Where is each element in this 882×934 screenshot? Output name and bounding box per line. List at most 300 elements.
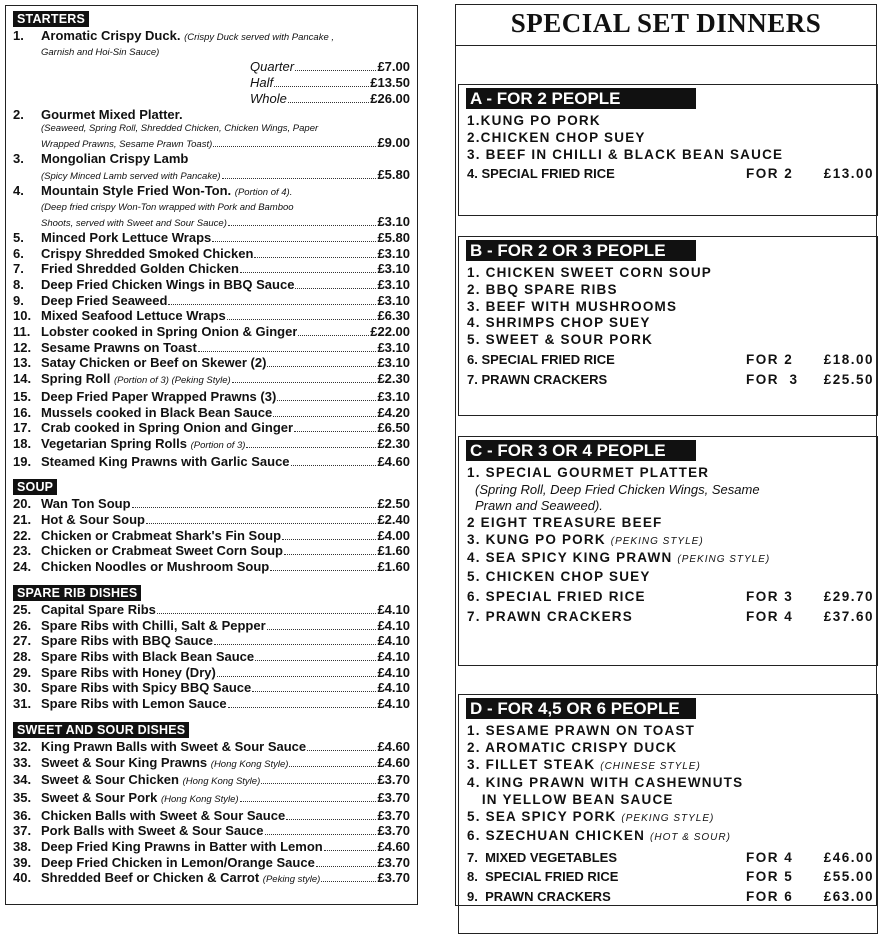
price-row (41, 308, 410, 324)
menu-item (13, 151, 410, 183)
item-number: 1. (13, 28, 24, 43)
course-name-wrap (467, 282, 874, 299)
item-name: Steamed King Prawns with Garlic Sauce (41, 453, 290, 469)
set-course (467, 828, 874, 847)
item-name: Hot & Sour Soup (41, 512, 145, 528)
item-name-wrap (41, 772, 260, 790)
item-name: Deep Fried Seaweed (41, 292, 168, 308)
item-name-wrap (41, 324, 297, 340)
course-name-wrap (467, 130, 874, 147)
item-number: 19. (13, 453, 32, 469)
course-name-wrap (467, 372, 746, 389)
item-body (41, 649, 410, 665)
menu-item (13, 755, 410, 773)
menu-item (13, 543, 410, 559)
set-price: £29.70 (823, 588, 874, 604)
course-number: 2. (467, 739, 481, 755)
course-name: SEA SPICY PORK (480, 808, 617, 824)
leader-dots (282, 539, 376, 540)
set-course (467, 299, 874, 316)
item-number: 28. (13, 648, 32, 664)
item-name: Deep Fried King Prawns in Batter with Lemon (41, 839, 323, 855)
course-style: (HOT & SOUR) (650, 831, 731, 843)
item-number: 30. (13, 680, 32, 696)
menu-section (13, 478, 410, 575)
course-number: 4. (467, 775, 481, 791)
course-name: PRAWN CRACKERS (477, 371, 608, 387)
leader-dots (157, 613, 377, 614)
item-name: Shredded Beef or Chicken & Carrot (41, 870, 260, 886)
menu-item (13, 870, 410, 888)
leader-dots (213, 146, 376, 147)
item-name-wrap (41, 405, 272, 421)
item-name: Deep Fried Paper Wrapped Prawns (3) (41, 388, 277, 404)
course-name-wrap (467, 352, 746, 369)
item-name-wrap (41, 389, 276, 405)
course-name-wrap (467, 113, 874, 130)
item-price: £6.50 (377, 420, 410, 436)
menu-item (13, 790, 410, 808)
course-number: 7. (467, 608, 481, 624)
item-price: £3.10 (377, 339, 410, 355)
course-name-wrap (467, 332, 874, 349)
price-row (41, 528, 410, 544)
course-name: SPECIAL FRIED RICE (477, 869, 619, 885)
item-price: £5.80 (377, 167, 410, 183)
portion-price: £26.00 (370, 90, 410, 106)
leader-dots (227, 319, 377, 320)
course-number: 9. (467, 889, 478, 905)
course-name: CHICKEN CHOP SUEY (480, 569, 651, 585)
leader-dots (255, 660, 376, 661)
item-number: 16. (13, 404, 32, 420)
item-name: Mussels cooked in Black Bean Sauce (41, 404, 273, 420)
leader-dots (307, 750, 376, 751)
set-heading: C - FOR 3 OR 4 PEOPLE (466, 440, 696, 461)
price-row (41, 618, 410, 634)
set-course (467, 532, 874, 551)
item-body (41, 618, 410, 634)
menu-item (13, 389, 410, 405)
item-body (41, 28, 410, 107)
menu-item (13, 855, 410, 871)
leader-dots (146, 523, 376, 524)
set-course (467, 130, 874, 147)
course-name: PRAWN CRACKERS (480, 608, 633, 624)
item-name: Lobster cooked in Spring Onion & Ginger (41, 324, 298, 340)
item-note: (Portion of 4). (234, 187, 293, 199)
item-name: Sweet & Sour King Prawns (41, 754, 208, 770)
portion-wrap (250, 91, 410, 107)
set-dinner-box (458, 694, 878, 934)
item-number: 21. (13, 512, 32, 528)
portion-name: Quarter (250, 58, 295, 74)
item-price: £2.30 (377, 435, 410, 451)
course-name-wrap (467, 166, 746, 183)
item-body (41, 107, 410, 152)
item-price: £3.10 (377, 292, 410, 308)
price-row (41, 277, 410, 293)
course-number: 2. (467, 281, 481, 297)
menu-section (13, 10, 410, 469)
course-style: (PEKING STYLE) (621, 812, 715, 824)
leader-dots (232, 382, 377, 383)
leader-dots (261, 783, 376, 784)
leader-dots (240, 272, 377, 273)
item-price: £4.60 (377, 453, 410, 469)
menu-item (13, 808, 410, 824)
item-number: 32. (13, 738, 32, 754)
set-heading: A - FOR 2 PEOPLE (466, 88, 696, 109)
course-name-wrap (467, 828, 874, 847)
item-name: Capital Spare Ribs (41, 601, 156, 617)
item-price: £3.10 (377, 276, 410, 292)
item-number: 13. (13, 355, 32, 371)
item-name-wrap (41, 454, 290, 470)
item-name-wrap (41, 371, 231, 389)
item-note: (Portion of 3) (190, 439, 246, 451)
menu-item (13, 823, 410, 839)
item-name-wrap (41, 790, 239, 808)
item-name-wrap (41, 665, 216, 681)
item-name: Mountain Style Fried Won-Ton. (41, 183, 232, 199)
item-number: 9. (13, 292, 24, 308)
set-dinner-box (458, 436, 878, 666)
item-name: Crispy Shredded Smoked Chicken (41, 245, 254, 261)
set-course (467, 515, 874, 532)
menu-item (13, 293, 410, 309)
set-course (467, 569, 874, 586)
course-name: PRAWN CRACKERS (477, 889, 611, 905)
item-name: Mongolian Crispy Lamb (41, 151, 189, 167)
set-course (467, 889, 874, 906)
item-name-wrap (41, 839, 323, 855)
course-name-wrap (467, 869, 746, 886)
item-name-wrap (41, 355, 266, 371)
set-course-list (467, 265, 874, 389)
item-number: 23. (13, 543, 32, 559)
item-name-wrap (41, 808, 285, 824)
leader-dots (217, 676, 377, 677)
item-body (41, 870, 410, 888)
set-course (467, 166, 874, 183)
course-name-wrap (467, 723, 874, 740)
section-heading: SWEET AND SOUR DISHES (13, 722, 189, 738)
leader-dots (252, 691, 376, 692)
set-heading: D - FOR 4,5 OR 6 PEOPLE (466, 698, 696, 719)
leader-dots (267, 629, 377, 630)
item-title-row (41, 151, 410, 167)
menu-item (13, 696, 410, 712)
set-course (467, 113, 874, 130)
item-price: £3.70 (377, 807, 410, 823)
item-body (41, 246, 410, 262)
course-style: (PEKING STYLE) (677, 554, 771, 566)
portion-row (41, 91, 410, 107)
course-description: (Spring Roll, Deep Fried Chicken Wings, Sesame (475, 481, 760, 497)
item-price: £2.50 (377, 496, 410, 512)
item-number: 8. (13, 276, 24, 292)
set-course (467, 315, 874, 332)
set-course (467, 792, 874, 809)
item-note: (Hong Kong Style) (182, 776, 261, 788)
price-row (41, 496, 410, 512)
item-body (41, 855, 410, 871)
item-number: 26. (13, 617, 32, 633)
item-price: £4.00 (377, 527, 410, 543)
item-name: Gourmet Mixed Platter. (41, 106, 183, 122)
course-number: 2 (467, 514, 476, 530)
item-number: 22. (13, 527, 32, 543)
price-row (41, 808, 410, 824)
price-row (41, 371, 410, 389)
course-number: 3. (467, 756, 481, 772)
item-name: Crab cooked in Spring Onion and Ginger (41, 420, 294, 436)
menu-item (13, 839, 410, 855)
item-name-wrap (41, 823, 264, 839)
menu-item (13, 618, 410, 634)
portion-wrap (250, 59, 410, 75)
menu-item (13, 649, 410, 665)
item-number: 7. (13, 261, 24, 277)
item-note: (Hong Kong Style) (160, 793, 239, 805)
item-name-wrap (41, 496, 131, 512)
section-heading: STARTERS (13, 11, 89, 27)
course-number: 6. (467, 827, 481, 843)
item-body (41, 293, 410, 309)
price-row (41, 755, 410, 773)
set-course-list (467, 465, 874, 626)
item-description: (Spicy Minced Lamb served with Pancake) (41, 171, 221, 183)
course-name: CHICKEN CHOP SUEY (480, 129, 646, 145)
leader-dots (324, 850, 377, 851)
item-name: Minced Pork Lettuce Wraps (41, 229, 212, 245)
item-price: £3.70 (377, 870, 410, 886)
course-name-wrap (467, 569, 874, 586)
item-name-wrap (41, 420, 293, 436)
item-body (41, 823, 410, 839)
price-row (41, 405, 410, 421)
course-name-wrap (467, 515, 874, 532)
course-number: 1. (467, 465, 481, 480)
course-name: FILLET STEAK (480, 756, 596, 772)
item-description: (Seaweed, Spring Roll, Shredded Chicken, Chicken Wings, Paper (41, 123, 319, 135)
course-number: 2. (467, 129, 481, 145)
menu-item (13, 496, 410, 512)
leader-dots (277, 400, 376, 401)
price-row (41, 512, 410, 528)
course-name: BBQ SPARE RIBS (480, 281, 618, 297)
item-number: 37. (13, 823, 32, 839)
set-course (467, 757, 874, 776)
item-name-wrap (41, 528, 281, 544)
course-number: 8. (467, 869, 478, 885)
leader-dots (214, 644, 377, 645)
set-course (467, 609, 874, 626)
item-body (41, 496, 410, 512)
course-number: 6. (467, 588, 481, 604)
menu-item (13, 230, 410, 246)
item-number: 24. (13, 559, 32, 575)
set-price: £46.00 (823, 849, 874, 865)
course-number: 3. (467, 146, 481, 162)
item-name: Chicken Balls with Sweet & Sour Sauce (41, 807, 286, 823)
course-name: AROMATIC CRISPY DUCK (480, 739, 678, 755)
course-name: SPECIAL FRIED RICE (477, 166, 615, 182)
item-number: 34. (13, 772, 32, 788)
leader-dots (270, 570, 376, 571)
course-name: BEEF IN CHILLI & BLACK BEAN SAUCE (480, 146, 784, 162)
item-body (41, 790, 410, 808)
item-body (41, 389, 410, 405)
item-price: £4.10 (377, 696, 410, 712)
item-number: 6. (13, 245, 24, 261)
course-number: 4. (467, 550, 481, 566)
leader-dots (222, 178, 377, 179)
set-course (467, 775, 874, 792)
set-dinner-box (458, 84, 878, 216)
item-number: 10. (13, 308, 32, 324)
leader-dots (295, 70, 376, 71)
item-note: (Peking style) (262, 874, 321, 886)
item-price: £2.30 (377, 371, 410, 387)
item-price: £2.40 (377, 512, 410, 528)
course-number: 5. (467, 808, 481, 824)
course-name-wrap (467, 850, 746, 867)
item-price: £6.30 (377, 308, 410, 324)
item-body (41, 543, 410, 559)
item-name-wrap (41, 739, 306, 755)
item-number: 35. (13, 789, 32, 805)
item-name-wrap (41, 602, 156, 618)
item-number: 17. (13, 420, 32, 436)
item-body (41, 340, 410, 356)
price-row (41, 543, 410, 559)
price-row (41, 355, 410, 371)
item-name-wrap (41, 559, 269, 575)
course-name: SEA SPICY KING PRAWN (480, 550, 673, 566)
serves-label: FOR 4 (746, 849, 794, 865)
item-name: Vegetarian Spring Rolls (41, 435, 187, 451)
item-description: (Deep fried crispy Won-Ton wrapped with Pork and Bamboo (41, 201, 294, 213)
item-number: 5. (13, 229, 24, 245)
section-heading: SPARE RIB DISHES (13, 585, 141, 601)
item-price: £4.10 (377, 617, 410, 633)
menu-item (13, 405, 410, 421)
item-title-row (41, 28, 410, 46)
price-row (41, 696, 410, 712)
course-name: IN YELLOW BEAN SAUCE (467, 792, 674, 808)
item-price: £3.10 (377, 213, 410, 229)
course-number: 4. (467, 166, 478, 182)
item-price: £4.10 (377, 648, 410, 664)
item-body (41, 405, 410, 421)
menu-item (13, 107, 410, 152)
course-number: 1. (467, 723, 481, 738)
item-name-wrap (41, 436, 245, 454)
course-number: 3. (467, 298, 481, 314)
item-body (41, 183, 410, 230)
portion-row (41, 75, 410, 91)
price-row (41, 823, 410, 839)
item-number: 38. (13, 839, 32, 855)
price-row (41, 855, 410, 871)
item-price: £4.10 (377, 601, 410, 617)
item-note: (Portion of 3) (Peking Style) (113, 375, 231, 387)
course-number: 1. (467, 265, 481, 280)
price-row (41, 436, 410, 454)
course-description: Prawn and Seaweed). (475, 498, 603, 514)
menu-item (13, 772, 410, 790)
menu-item (13, 28, 410, 107)
menu-item (13, 454, 410, 470)
item-note: (Hong Kong Style) (210, 758, 289, 770)
price-row (41, 602, 410, 618)
course-name: EIGHT TREASURE BEEF (475, 514, 663, 530)
set-course (467, 589, 874, 606)
item-name: Deep Fried Chicken in Lemon/Orange Sauce (41, 854, 315, 870)
item-body (41, 324, 410, 340)
set-price: £18.00 (823, 351, 874, 367)
portion-name: Half (250, 74, 274, 90)
item-name: Aromatic Crispy Duck. (41, 28, 181, 43)
item-price: £3.70 (377, 854, 410, 870)
set-course (467, 550, 874, 569)
item-number: 15. (13, 388, 32, 404)
course-name: SESAME PRAWN ON TOAST (480, 723, 696, 738)
price-row (41, 739, 410, 755)
item-name: Chicken or Crabmeat Sweet Corn Soup (41, 543, 283, 559)
item-name: Spare Ribs with BBQ Sauce (41, 633, 213, 649)
set-course (467, 850, 874, 867)
menu-item (13, 355, 410, 371)
set-dinner-box (458, 236, 878, 416)
item-name-wrap (41, 261, 239, 277)
item-price: £3.70 (377, 772, 410, 788)
item-number: 27. (13, 633, 32, 649)
item-price: £1.60 (377, 543, 410, 559)
price-row (41, 633, 410, 649)
item-body (41, 454, 410, 470)
item-name-wrap (41, 855, 315, 871)
course-number: 7. (467, 371, 478, 387)
item-name-wrap (41, 870, 320, 888)
item-name-wrap (41, 680, 251, 696)
price-row (41, 870, 410, 888)
course-name: SPECIAL FRIED RICE (480, 588, 646, 604)
course-name-wrap (467, 889, 746, 906)
menu-item (13, 371, 410, 389)
course-name: KUNG PO PORK (480, 531, 606, 547)
leader-dots (321, 881, 376, 882)
item-price: £3.10 (377, 245, 410, 261)
item-price: £5.80 (377, 229, 410, 245)
leader-dots (228, 225, 377, 226)
item-name-wrap (41, 230, 211, 246)
item-body (41, 277, 410, 293)
section-heading: SOUP (13, 479, 57, 495)
menu-item (13, 528, 410, 544)
item-name: Mixed Seafood Lettuce Wraps (41, 308, 226, 324)
price-row (41, 839, 410, 855)
leader-dots (295, 288, 376, 289)
leader-dots (286, 819, 376, 820)
item-body (41, 528, 410, 544)
item-body (41, 559, 410, 575)
item-price: £3.70 (377, 789, 410, 805)
leader-dots (240, 801, 377, 802)
leader-dots (298, 335, 369, 336)
